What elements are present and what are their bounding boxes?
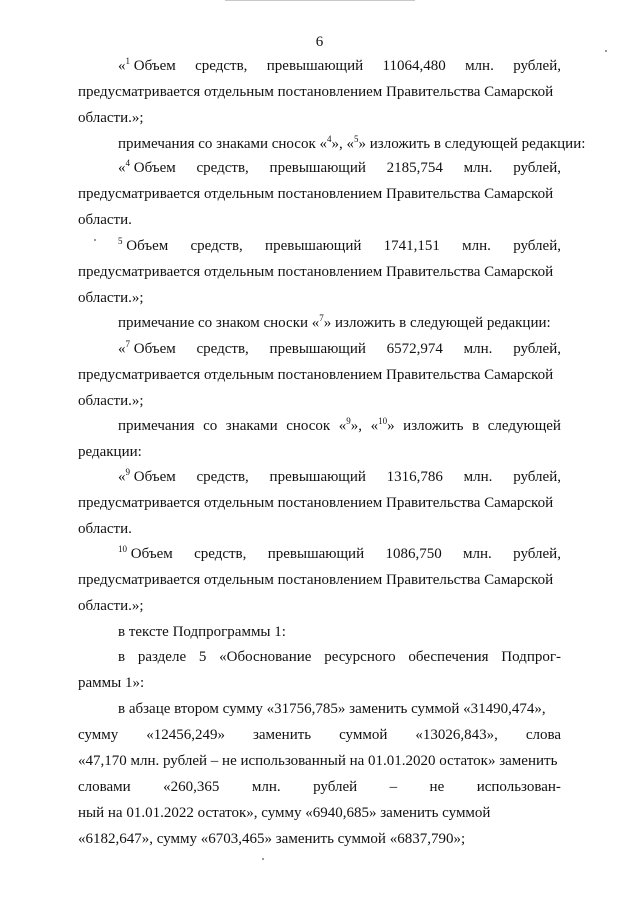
- footnote-5-line-1: $^5$ Объем средств, превышающий 1741,151 млн. рублей,: [118, 236, 561, 254]
- footnote-4-line-3: области.: [78, 212, 132, 228]
- footnote-5-line-2: предусматривается отдельным постановлением Правительства Самарской: [78, 264, 554, 280]
- paragraph-2-line-5: ный на 01.01.2022 остаток», сумму «6940,685» заменить суммой: [78, 805, 491, 821]
- footnote-9-line-3: области.: [78, 521, 132, 537]
- note-9-10-line-2: редакции:: [78, 444, 142, 460]
- scan-speck: [94, 239, 96, 241]
- footnote-7-line-2: предусматривается отдельным постановлением Правительства Самарской: [78, 367, 554, 383]
- scan-speck: [605, 50, 607, 52]
- footnote-5-line-3: области.»;: [78, 290, 144, 306]
- note-7: примечание со знаком сноски «$^7$» изложить в следующей редакции:: [118, 313, 551, 331]
- footnote-4-line-1: «$^4$ Объем средств, превышающий 2185,754 млн. рублей,: [118, 158, 561, 176]
- footnote-10-line-1: $^{10}$ Объем средств, превышающий 1086,750 млн. рублей,: [118, 544, 561, 562]
- note-4-5: примечания со знаками сносок «$^4$», «$^5$» изложить в следующей редакции:: [118, 134, 586, 152]
- footnote-1-line-1: «$^1$ Объем средств, превышающий 11064,480 млн. рублей,: [118, 56, 561, 74]
- paragraph-2-line-4: словами «260,365 млн. рублей – не использован-: [78, 779, 561, 795]
- scan-speck: [262, 858, 264, 860]
- note-9-10-line-1: примечания со знаками сносок «$^9$», «$^{10}$» изложить в следующей: [118, 416, 561, 434]
- paragraph-2-line-6: «6182,647», сумму «6703,465» заменить суммой «6837,790»;: [78, 831, 466, 847]
- footnote-7-line-3: области.»;: [78, 393, 144, 409]
- section-5-line-1: в разделе 5 «Обоснование ресурсного обеспечения Подпрог-: [118, 649, 561, 665]
- footnote-10-line-2: предусматривается отдельным постановлением Правительства Самарской: [78, 572, 554, 588]
- footnote-7-line-1: «$^7$ Объем средств, превышающий 6572,974 млн. рублей,: [118, 339, 561, 357]
- top-edge-line: [225, 0, 415, 1]
- footnote-4-line-2: предусматривается отдельным постановлением Правительства Самарской: [78, 186, 554, 202]
- subprogram-1-heading: в тексте Подпрограммы 1:: [118, 624, 286, 640]
- paragraph-2-line-2: сумму «12456,249» заменить суммой «13026,843», слова: [78, 727, 561, 743]
- paragraph-2-line-3: «47,170 млн. рублей – не использованный на 01.01.2020 остаток» заменить: [78, 753, 558, 769]
- section-5-line-2: раммы 1»:: [78, 675, 145, 691]
- footnote-9-line-2: предусматривается отдельным постановлением Правительства Самарской: [78, 495, 554, 511]
- page-number: 6: [315, 34, 324, 50]
- footnote-1-line-3: области.»;: [78, 110, 144, 126]
- footnote-1-line-2: предусматривается отдельным постановлением Правительства Самарской: [78, 84, 554, 100]
- footnote-10-line-3: области.»;: [78, 598, 144, 614]
- footnote-9-line-1: «$^9$ Объем средств, превышающий 1316,786 млн. рублей,: [118, 467, 561, 485]
- paragraph-2-line-1: в абзаце втором сумму «31756,785» заменить суммой «31490,474»,: [118, 701, 546, 717]
